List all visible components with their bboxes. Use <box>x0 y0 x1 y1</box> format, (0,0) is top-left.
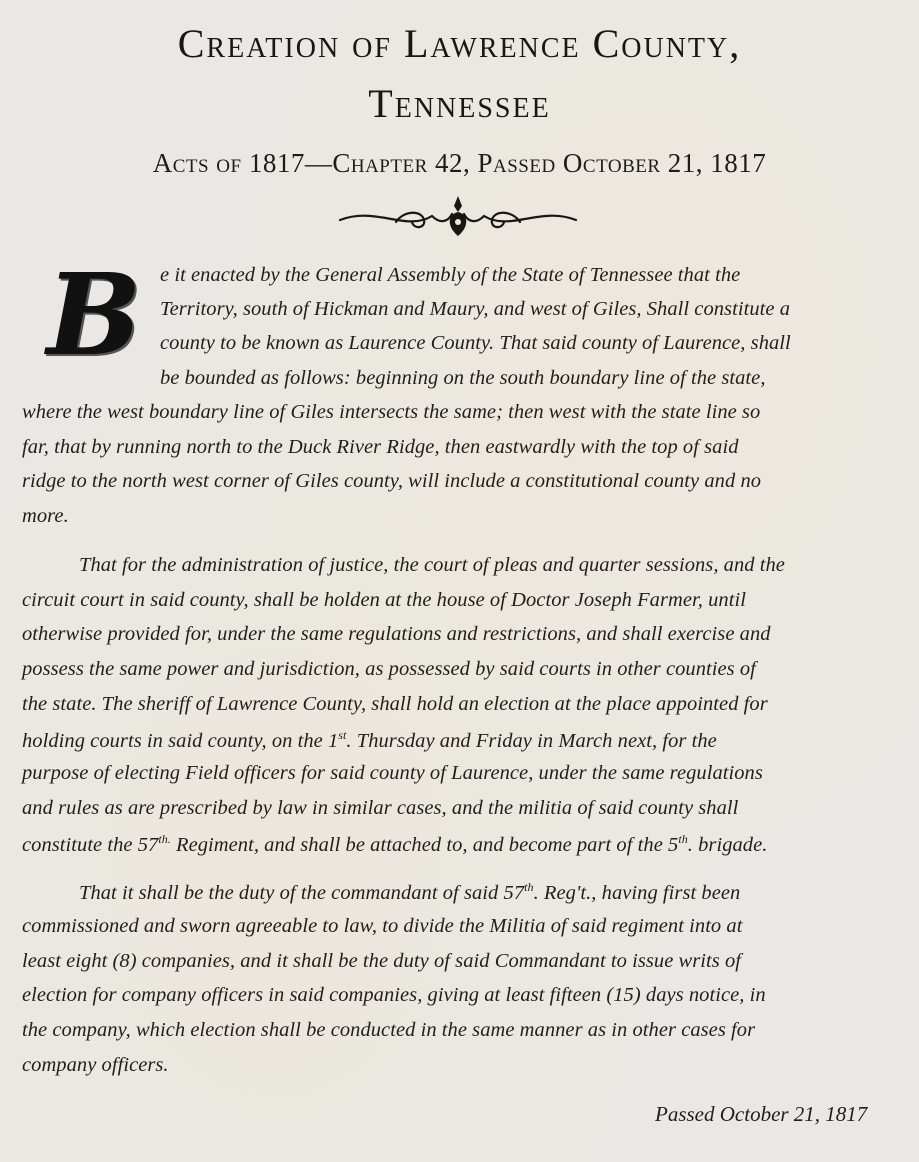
drop-cap: B <box>46 250 142 381</box>
text-line: the company, which election shall be conducted in the same manner as in other cases for <box>22 1019 756 1041</box>
text-line: possess the same power and jurisdiction, as possessed by said courts in other counties of <box>22 658 756 680</box>
page-title <box>0 14 919 134</box>
text-line: That for the administration of justice, the court of pleas and quarter sessions, and the <box>79 554 785 576</box>
superscript: th. <box>158 832 171 846</box>
text-line: and rules as are prescribed by law in similar cases, and the militia of said county shall <box>22 797 739 819</box>
text-line <box>22 728 717 753</box>
text-line: commissioned and sworn agreeable to law, to divide the Militia of said regiment into at <box>22 915 743 937</box>
text-line: purpose of electing Field officers for said county of Laurence, under the same regulations <box>22 762 763 784</box>
text-line: more. <box>22 505 69 527</box>
text-segment: . Thursday and Friday in March next, for the <box>346 729 717 752</box>
text-line: be bounded as follows: beginning on the south boundary line of the state, <box>160 367 766 389</box>
text-segment: constitute the 57 <box>22 833 159 856</box>
passed-date: Passed October 21, 1817 <box>655 1102 868 1126</box>
text-line: company officers. <box>22 1054 169 1076</box>
text-segment: . Reg't., having first been <box>533 881 741 904</box>
text-segment: holding courts in said county, on the 1 <box>22 729 339 752</box>
title-line-1: Creation of Lawrence County, <box>177 21 742 66</box>
text-line: least eight (8) companies, and it shall be the duty of said Commandant to issue writs of <box>22 950 742 972</box>
text-line: election for company officers in said companies, giving at least fifteen (15) days notice, in <box>22 984 766 1006</box>
superscript: th <box>678 832 688 846</box>
text-line: otherwise provided for, under the same regulations and restrictions, and shall exercise and <box>22 623 771 645</box>
text-line <box>22 832 767 857</box>
title-line-2: Tennessee <box>368 81 551 126</box>
superscript: st <box>338 728 347 742</box>
text-line: circuit court in said county, shall be holden at the house of Doctor Joseph Farmer, until <box>22 589 746 611</box>
text-line: far, that by running north to the Duck River Ridge, then eastwardly with the top of said <box>22 436 739 458</box>
text-line: county to be known as Laurence County. That said county of Laurence, shall <box>160 332 791 354</box>
flourish-ornament-icon <box>336 192 580 240</box>
text-line: ridge to the north west corner of Giles county, will include a constitutional county and no <box>22 470 762 492</box>
text-segment: That it shall be the duty of the commandant of said 57 <box>79 881 525 904</box>
text-line: where the west boundary line of Giles intersects the same; then west with the state line so <box>22 401 761 423</box>
text-segment: . brigade. <box>687 833 768 856</box>
text-line <box>79 880 740 905</box>
superscript: th <box>524 880 534 894</box>
text-line: the state. The sheriff of Lawrence County, shall hold an election at the place appointed for <box>22 693 768 715</box>
text-line: e it enacted by the General Assembly of the State of Tennessee that the <box>160 264 741 286</box>
text-line: Territory, south of Hickman and Maury, and west of Giles, Shall constitute a <box>160 298 790 320</box>
subtitle: Acts of 1817—Chapter 42, Passed October 21, 1817 <box>152 148 767 178</box>
text-segment: Regiment, and shall be attached to, and become part of the 5 <box>170 833 679 856</box>
